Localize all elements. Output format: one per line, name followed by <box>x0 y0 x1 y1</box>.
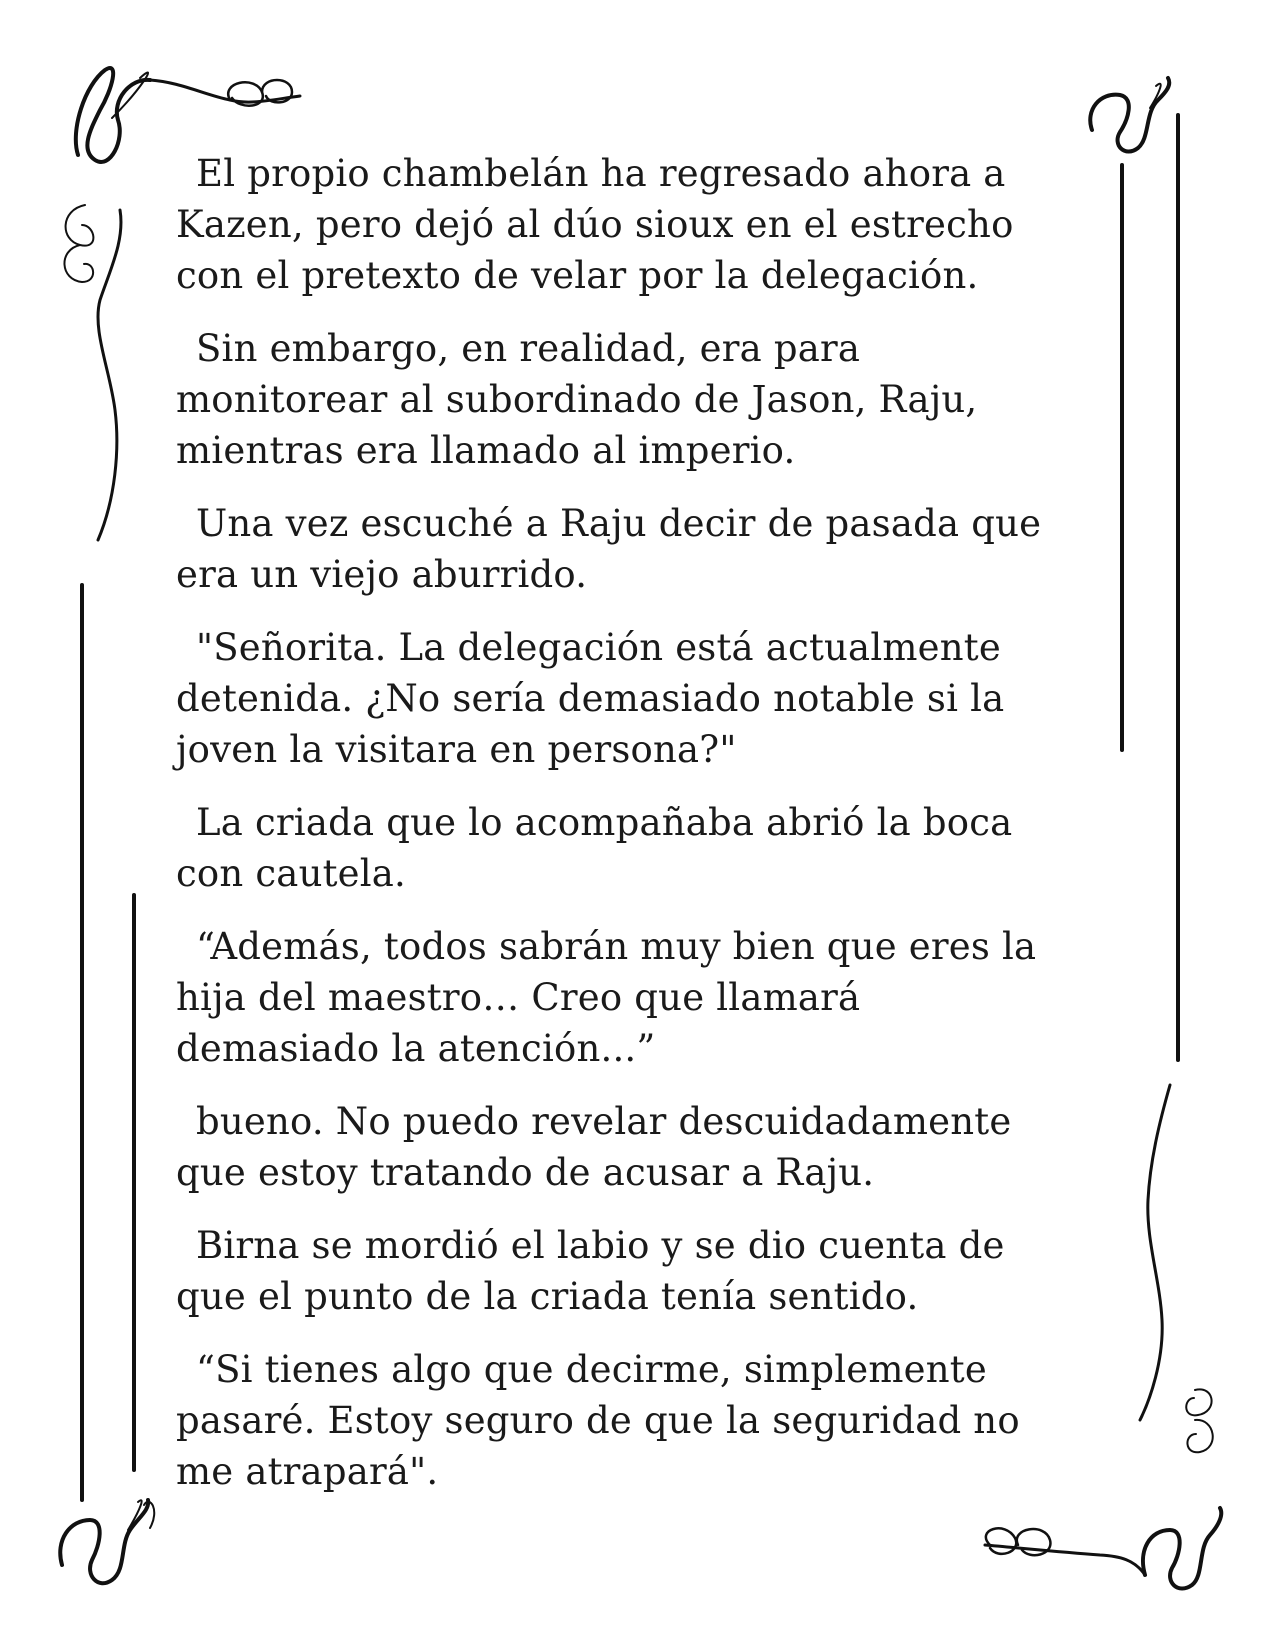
paragraph: La criada que lo acompañaba abrió la boca con cautela. <box>176 801 1013 895</box>
bottom-right-loop-2 <box>1017 1529 1051 1555</box>
top-right-stroke <box>1150 84 1161 108</box>
top-left-loop-1 <box>228 82 263 105</box>
paragraph: “Además, todos sabrán muy bien que eres la hija del maestro… Creo que llamará demasiado la atención...” <box>176 925 1037 1070</box>
paragraph: “Si tienes algo que decirme, simplemente pasaré. Estoy seguro de que la seguridad no me atrapará". <box>176 1348 1020 1493</box>
top-left-flourish <box>76 68 150 162</box>
left-wave <box>98 210 121 540</box>
paragraph: El propio chambelán ha regresado ahora a Kazen, pero dejó al dúo sioux en el estrecho con el pretexto de velar por la delegación. <box>176 152 1014 297</box>
paragraph: Una vez escuché a Raju decir de pasada que era un viejo aburrido. <box>176 502 1042 596</box>
paragraph: Birna se mordió el labio y se dio cuenta de que el punto de la criada tenía sentido. <box>176 1224 1005 1318</box>
bottom-left-stroke <box>128 1500 154 1530</box>
bottom-right-flourish <box>1143 1508 1221 1589</box>
document-body <box>176 148 1076 1519</box>
right-small-curls <box>1186 1389 1212 1452</box>
top-left-line <box>150 80 300 102</box>
paragraph: "Señorita. La delegación está actualmente detenida. ¿No sería demasiado notable si la joven la visitara en persona?" <box>176 626 1005 771</box>
top-right-flourish <box>1090 78 1169 152</box>
right-wave <box>1140 1085 1170 1420</box>
bottom-right-line <box>985 1545 1145 1575</box>
left-small-curls <box>64 205 93 282</box>
bottom-right-loop-1 <box>986 1528 1016 1554</box>
top-left-loop-2 <box>262 80 292 102</box>
paragraph: Sin embargo, en realidad, era para monitorear al subordinado de Jason, Raju, mientras era llamado al imperio. <box>176 327 978 472</box>
bottom-left-flourish <box>60 1500 148 1583</box>
paragraph: bueno. No puedo revelar descuidadamente que estoy tratando de acusar a Raju. <box>176 1100 1012 1194</box>
top-left-stroke <box>112 73 148 118</box>
